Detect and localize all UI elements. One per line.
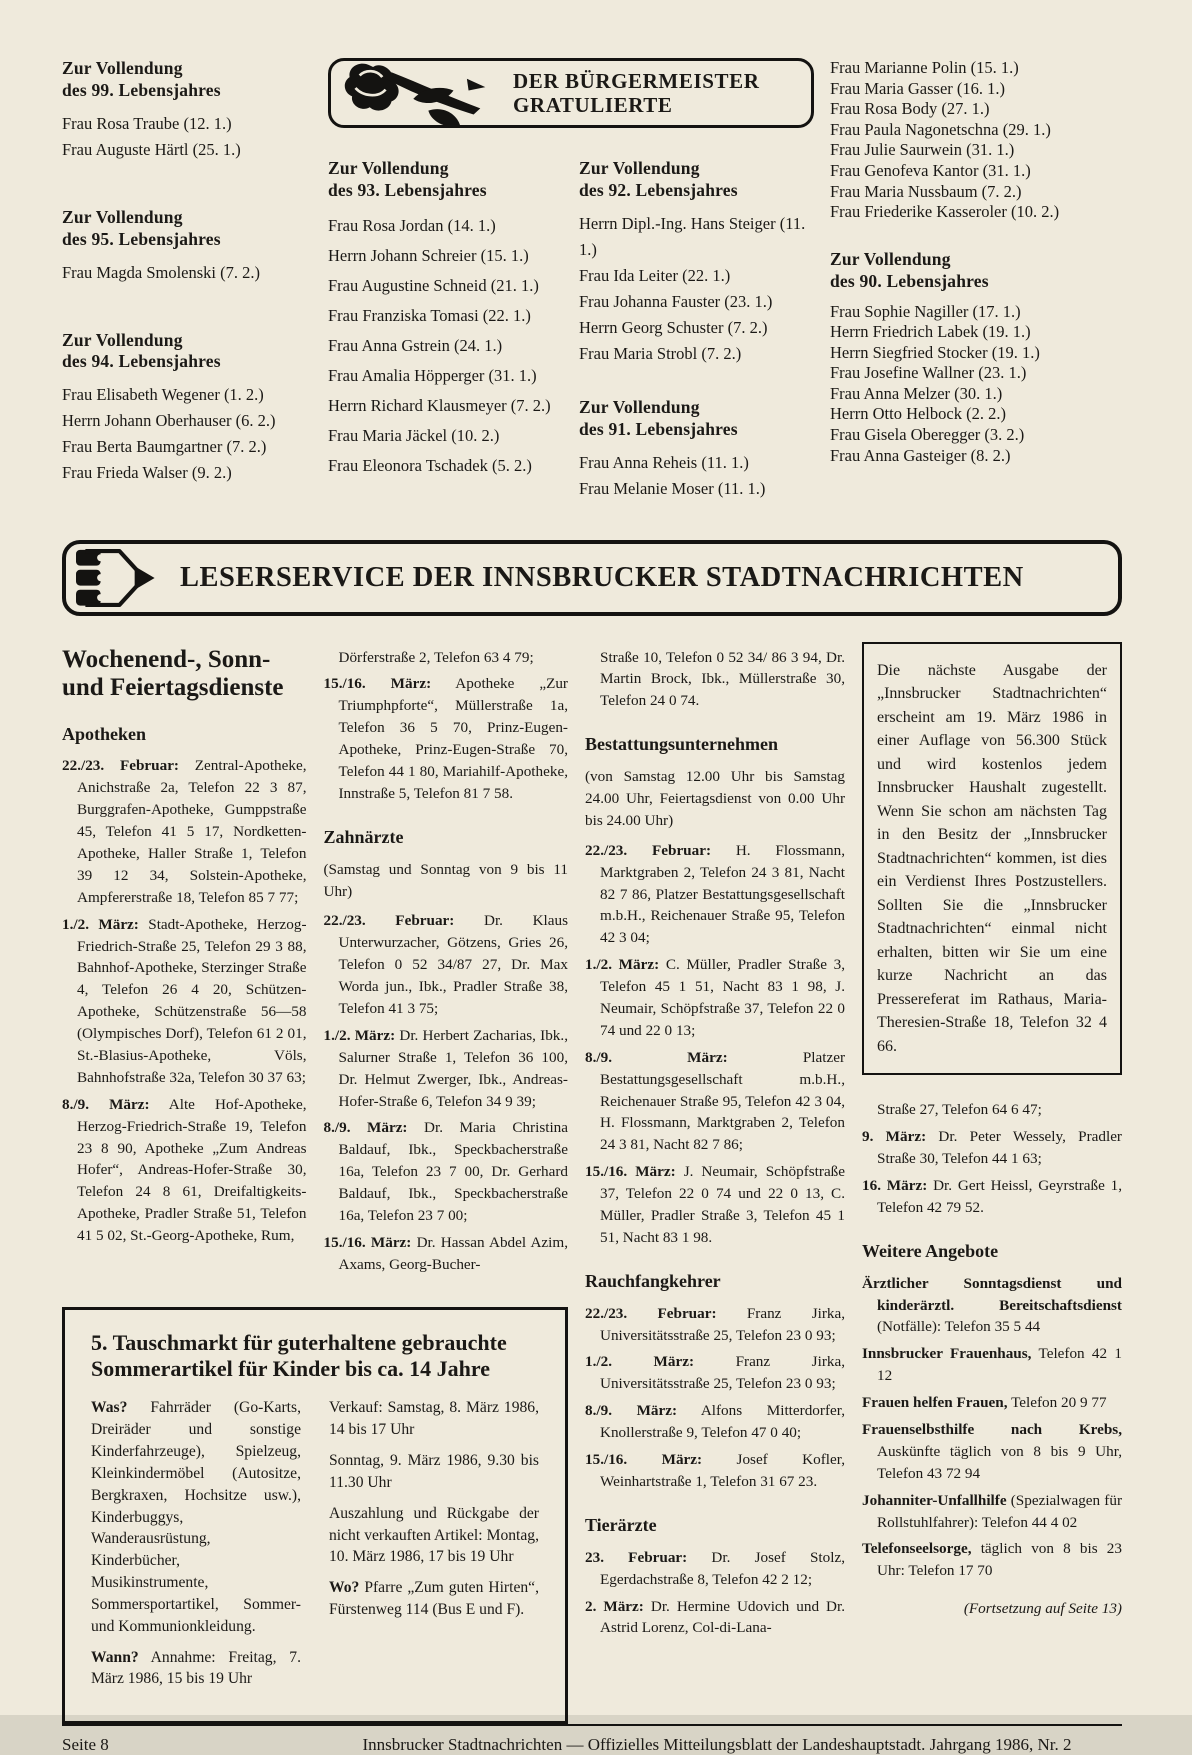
leserservice-banner <box>62 540 1122 616</box>
buergermeister-box <box>328 58 814 128</box>
congrats-group <box>62 207 312 286</box>
entry-lead: Ärztlicher Sonntagsdienst und kinderärztl. Bereitschaftsdienst <box>862 1274 1122 1314</box>
service-entry <box>862 1273 1122 1339</box>
tauschmarkt-paragraph <box>329 1577 539 1621</box>
name-item: Frau Maria Nussbaum (7. 2.) <box>830 181 1022 201</box>
paragraph-lead: Wo? <box>329 1579 360 1597</box>
name-item: Herrn Johann Oberhauser (6. 2.) <box>62 411 276 431</box>
entry-text: Dr. Hermine Udovich und Dr. Astrid Lorenz, Col-di-Lana- <box>600 1597 846 1637</box>
group-heading <box>62 207 312 251</box>
service-entry <box>862 1419 1122 1485</box>
paragraph-text: Sonntag, 9. März 1986, 9.30 bis 11.30 Uhr <box>329 1452 539 1491</box>
footer-imprint: Innsbrucker Stadtnachrichten — Offizielles Mitteilungsblatt der Landeshauptstadt. Jahrgang 1986, Nr. 2 <box>362 1735 1072 1755</box>
name-item: Frau Eleonora Tschadek (5. 2.) <box>328 455 532 475</box>
name-item: Frau Auguste Härtl (25. 1.) <box>62 139 241 159</box>
name-item: Frau Melanie Moser (11. 1.) <box>579 478 766 498</box>
services-column-2 <box>324 642 569 1281</box>
service-entry <box>324 1025 569 1113</box>
congrats-column-4 <box>830 58 1122 502</box>
name-item: Frau Frieda Walser (9. 2.) <box>62 463 232 483</box>
entry-date: 8./9. März: <box>323 1119 408 1137</box>
entry-date: 9. März: <box>862 1128 927 1146</box>
name-item: Frau Josefine Wallner (23. 1.) <box>830 363 1027 383</box>
name-item: Herrn Otto Helbock (2. 2.) <box>830 404 1006 424</box>
tauschmarkt-columns <box>91 1397 539 1699</box>
group-heading <box>62 330 312 374</box>
group-heading <box>579 397 814 441</box>
entry-text: Zentral-Apotheke, Anichstraße 2a, Telefon 22 3 87, Burggrafen-Apotheke, Gumppstraße 45, Telefon 41 5 17, Nordketten-Apotheke, Haller Straße 1, Telefon 39 12 34, Solstein-Apotheke, Ampfererstraße 18, Telefon 85 7 77; <box>77 757 307 906</box>
name-item: Frau Maria Strobl (7. 2.) <box>579 343 742 363</box>
entry-date: 2. März: <box>585 1597 644 1615</box>
name-item: Frau Julie Saurwein (31. 1.) <box>830 140 1015 160</box>
apotheken-heading: Apotheken <box>62 723 147 744</box>
service-entry <box>585 1303 845 1347</box>
entry-text: C. Müller, Pradler Straße 3, Telefon 45 1 51, Nacht 83 1 98, J. Neumair, Schöpfstraße 37, Telefon 22 0 74 und 22 0 13; <box>600 956 845 1039</box>
entry-date: 22./23. Februar: <box>585 841 712 859</box>
entry-text: Dr. Josef Stolz, Egerdachstraße 8, Telefon 42 2 12; <box>600 1548 845 1588</box>
entry-date: 23. Februar: <box>585 1548 688 1566</box>
name-item: Frau Amalia Höpperger (31. 1.) <box>328 365 537 385</box>
tieraerzte-entries-continued <box>862 1126 1122 1219</box>
service-entry <box>862 1175 1122 1219</box>
entry-text: Franz Jirka, Universitätsstraße 25, Telefon 23 0 93; <box>600 1353 846 1393</box>
group-heading-line1: Zur Vollendung <box>62 329 183 350</box>
masthead-title-line2: GRATULIERTE <box>513 93 673 117</box>
group-heading-line1: Zur Vollendung <box>62 58 183 78</box>
entry-date: 15./16. März: <box>585 1163 676 1181</box>
service-entry <box>324 673 569 804</box>
congrats-group <box>830 249 1122 467</box>
congratulations-section <box>62 58 1122 502</box>
group-heading-line1: Zur Vollendung <box>579 158 700 178</box>
zahnaerzte-entries <box>324 910 569 1275</box>
entry-lead: Innsbrucker Frauenhaus, <box>862 1345 1032 1363</box>
service-entry <box>62 755 307 908</box>
rauchfangkehrer-heading: Rauchfangkehrer <box>585 1270 721 1291</box>
entry-text: Alfons Mitterdorfer, Knollerstraße 9, Telefon 47 0 40; <box>600 1402 845 1442</box>
names-list-continued <box>830 58 1122 223</box>
service-entry <box>585 1400 845 1444</box>
name-item: Frau Marianne Polin (15. 1.) <box>830 58 1019 77</box>
name-item: Frau Rosa Body (27. 1.) <box>830 99 990 119</box>
rauchfangkehrer-entries <box>585 1303 845 1493</box>
entry-text: Telefon 20 9 77 <box>1011 1394 1107 1412</box>
group-heading-line2: des 92. Lebensjahres <box>579 179 738 200</box>
entry-date: 16. März: <box>862 1176 928 1194</box>
entry-date: 15./16. März: <box>323 1233 412 1251</box>
paragraph-lead: Was? <box>91 1399 128 1417</box>
congrats-group <box>328 158 563 481</box>
leserservice-logo-icon <box>76 548 164 608</box>
entry-text: (Spezialwagen für Rollstuhlfahrer): Telefon 44 4 02 <box>877 1491 1122 1531</box>
name-item: Frau Paula Nagonetschna (29. 1.) <box>830 119 1051 139</box>
banner-title: LESERSERVICE DER INNSBRUCKER STADTNACHRICHTEN <box>180 561 1024 593</box>
service-entry <box>862 1392 1122 1414</box>
service-entry <box>585 1351 845 1395</box>
entry-text: Dr. Hassan Abdel Azim, Axams, Georg-Bucher- <box>338 1233 568 1273</box>
tauschmarkt-paragraph <box>329 1397 539 1441</box>
paragraph-text: Annahme: Freitag, 7. März 1986, 15 bis 19 Uhr <box>91 1648 301 1688</box>
congrats-group <box>579 397 814 502</box>
congrats-group <box>62 330 312 487</box>
paragraph-text: Verkauf: Samstag, 8. März 1986, 14 bis 17 Uhr <box>329 1399 539 1439</box>
service-entry <box>324 910 569 1019</box>
name-item: Frau Anna Melzer (30. 1.) <box>830 383 1003 403</box>
service-entry <box>862 1538 1122 1582</box>
continuation-note: (Fortsetzung auf Seite 13) <box>963 1600 1122 1618</box>
group-heading-line2: des 99. Lebensjahres <box>62 79 221 100</box>
service-entry <box>585 1596 845 1640</box>
services-main-heading-line1: Wochenend-, Sonn- <box>62 645 271 673</box>
entry-text: täglich von 8 bis 23 Uhr: Telefon 17 70 <box>877 1540 1122 1580</box>
name-item: Herrn Dipl.-Ing. Hans Steiger (11. 1.) <box>579 213 806 259</box>
name-item: Frau Maria Gasser (16. 1.) <box>830 78 1006 98</box>
entry-date: 1./2. März: <box>323 1026 396 1044</box>
services-main-heading-line2: und Feiertagsdienste <box>62 673 284 701</box>
paragraph-lead: Wann? <box>91 1648 139 1666</box>
congrats-column-1 <box>62 58 312 502</box>
masthead-title-line1: DER BÜRGERMEISTER <box>513 68 760 93</box>
group-heading-line1: Zur Vollendung <box>830 248 951 269</box>
paragraph-text: Fahrräder (Go-Karts, Dreiräder und sonstige Kinderfahrzeuge), Spielzeug, Kleinkindermöbel (Autositze, Bergkraxen, Hochsitze usw.), Kinderbuggys, Wanderausrüstung, Kinderbücher, Musikinstrumente, Sommersportartikel, Sommer- und Kommunionkleidung. <box>91 1399 301 1635</box>
tieraerzte-entries <box>585 1547 845 1640</box>
service-entry <box>324 1232 569 1276</box>
entry-text: Auskünfte täglich von 8 bis 9 Uhr, Telefon 43 72 94 <box>877 1442 1122 1482</box>
entry-lead: Frauen helfen Frauen, <box>862 1394 1008 1412</box>
name-item: Frau Maria Jäckel (10. 2.) <box>328 425 500 445</box>
service-entry <box>585 1047 845 1156</box>
service-entry <box>862 1126 1122 1170</box>
names-list <box>579 211 814 367</box>
names-list <box>830 302 1122 467</box>
entry-text: Platzer Bestattungsgesellschaft m.b.H., Reichenauer Straße 95, Telefon 42 3 04, H. Flossmann, Marktgraben 2, Telefon 24 3 81, Nacht 82 7 86; <box>600 1048 846 1154</box>
group-heading <box>328 158 563 202</box>
services-column-4 <box>862 642 1122 1725</box>
entry-date: 1./2. März: <box>62 915 139 933</box>
congrats-middle <box>328 58 814 502</box>
entry-date: 15./16. März: <box>323 675 432 693</box>
name-item: Herrn Friedrich Labek (19. 1.) <box>830 322 1031 342</box>
bestattung-note: (von Samstag 12.00 Uhr bis Samstag 24.00 Uhr, Feiertagsdienst von 0.00 Uhr bis 24.00 Uhr) <box>585 768 845 829</box>
service-entry <box>585 1161 845 1249</box>
bestattung-heading: Bestattungsunternehmen <box>585 734 779 755</box>
services-left-group <box>62 642 568 1725</box>
entry-lead: Frauenselbsthilfe nach Krebs, <box>862 1420 1122 1438</box>
name-item: Frau Augustine Schneid (21. 1.) <box>328 275 539 295</box>
paragraph-text: Auszahlung und Rückgabe der nicht verkauften Artikel: Montag, 10. März 1986, 17 bis 19 Uhr <box>329 1504 539 1566</box>
service-entry <box>862 1490 1122 1534</box>
entry-text: (Notfälle): Telefon 35 5 44 <box>877 1318 1041 1336</box>
group-heading-line1: Zur Vollendung <box>328 158 449 178</box>
group-heading-line1: Zur Vollendung <box>62 206 183 227</box>
name-item: Frau Genofeva Kantor (31. 1.) <box>830 160 1031 180</box>
entry-date: 8./9. März: <box>62 1095 150 1113</box>
group-heading <box>62 58 312 102</box>
entry-date: 15./16. März: <box>585 1451 703 1469</box>
name-item: Frau Rosa Traube (12. 1.) <box>62 113 232 133</box>
name-item: Frau Elisabeth Wegener (1. 2.) <box>62 385 264 405</box>
name-item: Frau Magda Smolenski (7. 2.) <box>62 262 260 282</box>
congrats-column-3 <box>579 158 814 502</box>
weitere-angebote-entries <box>862 1273 1122 1583</box>
names-list <box>328 211 563 481</box>
group-heading-line2: des 90. Lebensjahres <box>830 270 989 291</box>
congrats-group <box>62 58 312 163</box>
entry-date: 8./9. März: <box>585 1048 728 1066</box>
entry-date: 1./2. März: <box>585 956 660 974</box>
name-item: Herrn Johann Schreier (15. 1.) <box>328 245 529 265</box>
names-list <box>62 260 312 286</box>
paragraph-text: Pfarre „Zum guten Hirten“, Fürstenweg 114 (Bus E und F). <box>329 1579 539 1619</box>
masthead-title <box>513 69 760 117</box>
name-item: Frau Franziska Tomasi (22. 1.) <box>328 305 531 325</box>
entry-date: 22./23. Februar: <box>323 912 455 930</box>
group-heading-line2: des 93. Lebensjahres <box>328 179 487 200</box>
entry-date: 22./23. Februar: <box>62 757 179 775</box>
entry-text: Alte Hof-Apotheke, Herzog-Friedrich-Straße 19, Telefon 23 8 90, Apotheke „Zum Andreas Hofer“, Andreas-Hofer-Straße 30, Telefon 24 8 61, Dreifaltigkeits-Apotheke, Pradler Straße 51, Telefon 41 5 02, St.-Georg-Apotheke, Rum, <box>77 1095 307 1245</box>
entry-text: Dr. Gert Heissl, Geyrstraße 1, Telefon 42 79 52. <box>877 1176 1123 1216</box>
name-item: Frau Rosa Jordan (14. 1.) <box>328 215 496 235</box>
name-item: Frau Anna Gasteiger (8. 2.) <box>830 445 1011 465</box>
tieraerzte-heading: Tierärzte <box>585 1514 657 1535</box>
apotheken-continuation: Dörferstraße 2, Telefon 63 4 79; <box>338 648 534 666</box>
apotheken-entries-continued <box>324 673 569 804</box>
entry-text: Telefon 42 1 12 <box>877 1345 1122 1385</box>
group-heading-line2: des 95. Lebensjahres <box>62 228 221 249</box>
rose-icon <box>341 62 509 124</box>
tauschmarkt-paragraph <box>91 1397 301 1637</box>
service-entry <box>62 1094 307 1247</box>
service-entry <box>862 1343 1122 1387</box>
entry-text: Josef Kofler, Weinhartstraße 1, Telefon 31 67 23. <box>600 1451 846 1490</box>
name-item: Herrn Georg Schuster (7. 2.) <box>579 317 768 337</box>
entry-lead: Johanniter-Unfallhilfe <box>862 1491 1007 1509</box>
page-number: Seite 8 <box>62 1735 109 1755</box>
group-heading-line2: des 94. Lebensjahres <box>62 351 221 372</box>
zahnaerzte-note: (Samstag und Sonntag von 9 bis 11 Uhr) <box>323 860 568 900</box>
zahnaerzte-continuation: Straße 10, Telefon 0 52 34/ 86 3 94, Dr. Martin Brock, Ibk., Müllerstraße 30, Telefon 24 0 74. <box>600 648 845 710</box>
tauschmarkt-box <box>62 1307 568 1725</box>
services-section <box>62 642 1122 1725</box>
names-list <box>579 450 814 502</box>
entry-text: Dr. Herbert Zacharias, Ibk., Salurner Straße 1, Telefon 36 100, Dr. Helmut Zwerger, Ibk., Andreas-Hofer-Straße 6, Telefon 34 9 39; <box>338 1026 568 1110</box>
service-entry <box>585 1449 845 1493</box>
apotheken-entries <box>62 755 307 1247</box>
services-column-3 <box>585 642 845 1725</box>
zahnaerzte-heading: Zahnärzte <box>323 826 404 847</box>
entry-date: 22./23. Februar: <box>585 1304 717 1322</box>
services-left-columns <box>62 642 568 1281</box>
names-list <box>62 111 312 163</box>
congrats-column-4-groups <box>830 249 1122 467</box>
group-heading <box>579 158 814 202</box>
entry-text: H. Flossmann, Marktgraben 2, Telefon 24 3 81, Nacht 82 7 86, Platzer Bestattungsgesellschaft m.b.H., Reichenauer Straße 95, Telefon 42 3 04; <box>600 841 846 947</box>
names-list <box>62 382 312 486</box>
bestattung-entries <box>585 840 845 1249</box>
page-footer <box>62 1724 1122 1755</box>
entry-text: Franz Jirka, Universitätsstraße 25, Telefon 23 0 93; <box>600 1304 846 1344</box>
name-item: Herrn Siegfried Stocker (19. 1.) <box>830 342 1040 362</box>
group-heading <box>830 249 1122 293</box>
entry-date: 1./2. März: <box>585 1353 695 1371</box>
entry-text: Dr. Klaus Unterwurzacher, Götzens, Gries 26, Telefon 0 52 34/87 27, Dr. Max Worda jun., Ibk., Pradler Straße 38, Telefon 41 3 75; <box>338 912 569 1017</box>
entry-date: 8./9. März: <box>585 1402 678 1420</box>
congrats-middle-columns <box>328 158 814 502</box>
entry-text: Stadt-Apotheke, Herzog-Friedrich-Straße 25, Telefon 29 3 88, Bahnhof-Apotheke, Sterzinger Straße 4, Telefon 26 4 20, Schützen-Apotheke, Schützenstraße 56—58 (Olympisches Dorf), Telefon 61 2 01, St.-Blasius-Apotheke, Völs, Bahnhofstraße 32a, Telefon 30 37 63; <box>77 915 307 1086</box>
name-item: Frau Berta Baumgartner (7. 2.) <box>62 437 267 457</box>
name-item: Frau Friederike Kasseroler (10. 2.) <box>830 202 1060 222</box>
name-item: Frau Johanna Fauster (23. 1.) <box>579 291 773 311</box>
name-item: Frau Gisela Oberegger (3. 2.) <box>830 425 1025 445</box>
service-entry <box>62 914 307 1089</box>
entry-text: Dr. Peter Wessely, Pradler Straße 30, Telefon 44 1 63; <box>877 1128 1122 1168</box>
services-column-1 <box>62 642 307 1281</box>
tauschmarkt-right-column <box>329 1397 539 1699</box>
service-entry <box>324 1117 569 1226</box>
entry-text: Apotheke „Zur Triumphpforte“, Müllerstraße 1a, Telefon 36 5 70, Prinz-Eugen-Apotheke, Prinz-Eugen-Straße 70, Telefon 44 1 80, Mariahilf-Apotheke, Innstraße 5, Telefon 81 7 58. <box>338 675 568 802</box>
name-item: Frau Anna Gstrein (24. 1.) <box>328 335 503 355</box>
tauschmarkt-paragraph <box>329 1503 539 1568</box>
name-item: Frau Sophie Nagiller (17. 1.) <box>830 301 1021 321</box>
services-main-heading <box>62 646 307 702</box>
name-item: Frau Ida Leiter (22. 1.) <box>579 265 731 285</box>
tieraerzte-continuation: Straße 27, Telefon 64 6 47; <box>877 1101 1042 1119</box>
service-entry <box>585 954 845 1042</box>
tauschmarkt-title: 5. Tauschmarkt für guterhaltene gebrauchte Sommerartikel für Kinder bis ca. 14 Jahre <box>91 1329 507 1382</box>
tauschmarkt-left-column <box>91 1397 301 1699</box>
entry-text: J. Neumair, Schöpfstraße 37, Telefon 22 0 74 und 22 0 13, C. Müller, Pradler Straße 3, Telefon 45 1 51, Nacht 83 1 98. <box>600 1163 846 1246</box>
service-entry <box>585 840 845 949</box>
weitere-angebote-heading: Weitere Angebote <box>862 1240 999 1261</box>
name-item: Frau Anna Reheis (11. 1.) <box>579 452 749 472</box>
tauschmarkt-paragraph <box>91 1647 301 1691</box>
group-heading-line1: Zur Vollendung <box>579 396 700 417</box>
congrats-column-2 <box>328 158 563 502</box>
service-entry <box>585 1547 845 1591</box>
group-heading-line2: des 91. Lebensjahres <box>579 418 738 439</box>
congrats-group <box>579 158 814 367</box>
next-issue-box: Die nächste Ausgabe der „Innsbrucker Stadtnachrichten“ erscheint am 19. März 1986 in einer Auflage von 56.300 Stück und wird kostenlos jedem Innsbrucker Haushalt zugestellt. Wenn Sie schon am nächsten Tag in den Besitz der „Innsbrucker Stadtnachrichten“ kommen, ist dies ein Verdienst Ihres Postzustellers. Sollten Sie die „Innsbrucker Stadtnachrichten“ einmal nicht erhalten, bitten wir Sie um eine kurze Nachricht an das Pressereferat im Rathaus, Maria-Theresien-Straße 18, Telefon 32 4 66. <box>862 642 1122 1076</box>
tauschmarkt-paragraph <box>329 1450 539 1494</box>
name-item: Herrn Richard Klausmeyer (7. 2.) <box>328 395 551 415</box>
entry-text: Dr. Maria Christina Baldauf, Ibk., Speckbacherstraße 16a, Telefon 23 7 00, Dr. Gerhard Baldauf, Ibk., Speckbacherstraße 16a, Telefon 23 7 00; <box>338 1119 569 1224</box>
entry-lead: Telefonseelsorge, <box>862 1540 972 1558</box>
